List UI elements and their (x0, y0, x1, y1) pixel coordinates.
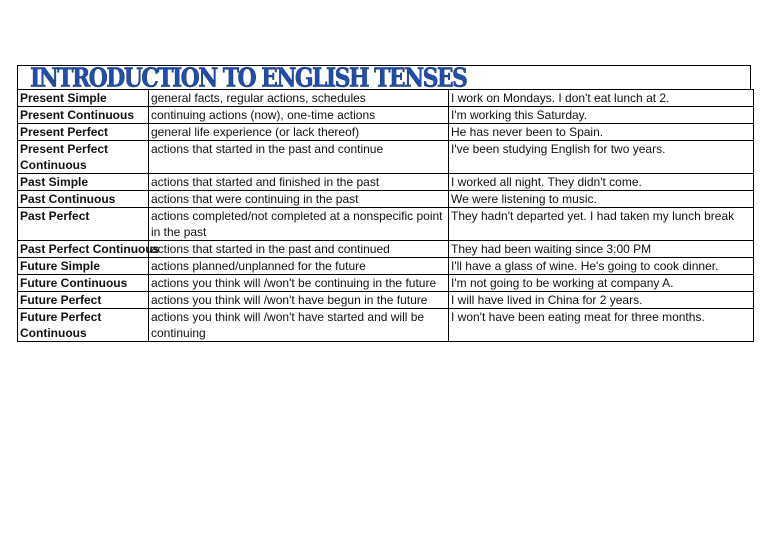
table-row (18, 292, 754, 309)
tense-example: I worked all night. They didn't come. (449, 174, 754, 191)
tense-usage: actions that started and finished in the past (149, 174, 449, 191)
tense-example: I'm working this Saturday. (449, 107, 754, 124)
table-row (18, 275, 754, 292)
tense-usage: actions that started in the past and continued (149, 241, 449, 258)
tense-name: Past Perfect (18, 208, 149, 241)
tense-name: Present Simple (18, 90, 149, 107)
tense-name: Present Perfect Continuous (18, 141, 149, 174)
tense-name: Future Simple (18, 258, 149, 275)
table-row (18, 241, 754, 258)
tense-usage: general life experience (or lack thereof) (149, 124, 449, 141)
tense-name: Future Continuous (18, 275, 149, 292)
table-row (18, 174, 754, 191)
page-title: INTRODUCTION TO ENGLISH TENSES (30, 63, 467, 94)
tense-example: I won't have been eating meat for three months. (449, 309, 754, 342)
tense-usage: actions that were continuing in the past (149, 191, 449, 208)
tense-example: We were listening to music. (449, 191, 754, 208)
tense-usage: actions that started in the past and continue (149, 141, 449, 174)
tense-example: He has never been to Spain. (449, 124, 754, 141)
tense-name: Past Simple (18, 174, 149, 191)
table-row (18, 309, 754, 342)
tense-name: Future Perfect (18, 292, 149, 309)
table-row (18, 124, 754, 141)
table-row (18, 258, 754, 275)
tenses-table (17, 89, 754, 342)
tense-usage: general facts, regular actions, schedules (149, 90, 449, 107)
tense-usage: actions planned/unplanned for the future (149, 258, 449, 275)
tense-example: They had been waiting since 3:00 PM (449, 241, 754, 258)
tense-usage: continuing actions (now), one-time actions (149, 107, 449, 124)
tense-usage: actions you think will /won't have begun in the future (149, 292, 449, 309)
tense-name: Past Perfect Continuous (18, 241, 149, 258)
tense-name: Present Continuous (18, 107, 149, 124)
tense-usage: actions you think will /won't be continuing in the future (149, 275, 449, 292)
table-row (18, 208, 754, 241)
tense-usage: actions completed/not completed at a nonspecific point in the past (149, 208, 449, 241)
tense-usage: actions you think will /won't have started and will be continuing (149, 309, 449, 342)
tense-example: They hadn't departed yet. I had taken my lunch break (449, 208, 754, 241)
tense-example: I'll have a glass of wine. He's going to cook dinner. (449, 258, 754, 275)
tenses-sheet (17, 65, 751, 342)
tense-name: Future Perfect Continuous (18, 309, 149, 342)
tense-name: Present Perfect (18, 124, 149, 141)
table-row (18, 107, 754, 124)
tense-example: I work on Mondays. I don't eat lunch at 2. (449, 90, 754, 107)
tense-example: I'm not going to be working at company A. (449, 275, 754, 292)
tense-name: Past Continuous (18, 191, 149, 208)
tense-example: I will have lived in China for 2 years. (449, 292, 754, 309)
table-row (18, 141, 754, 174)
title-row (17, 63, 751, 94)
tense-example: I've been studying English for two years. (449, 141, 754, 174)
table-row (18, 191, 754, 208)
